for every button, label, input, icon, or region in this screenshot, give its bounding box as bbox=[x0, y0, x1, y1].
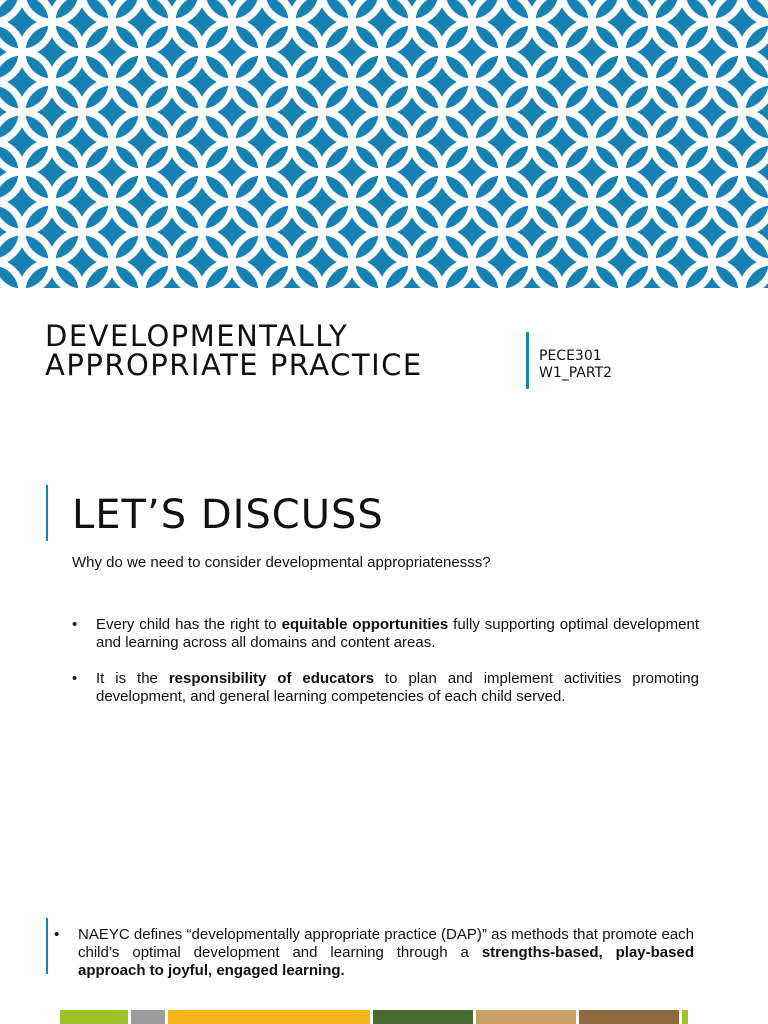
course-code: PECE301 bbox=[539, 348, 602, 364]
color-block bbox=[131, 1010, 165, 1024]
heading-accent-bar bbox=[46, 485, 48, 541]
bullet-text: fully supporting optimal development and learning across all domains and content areas. bbox=[96, 616, 699, 651]
bullet-emphasis: strengths-based, play-based approach to joyful, engaged learning. bbox=[78, 944, 694, 979]
list-item bbox=[72, 670, 699, 706]
photo-thumbnail bbox=[476, 1010, 576, 1024]
list-item bbox=[54, 926, 694, 980]
patterned-banner bbox=[0, 0, 768, 288]
photo-thumbnail bbox=[579, 1010, 679, 1024]
color-block bbox=[682, 1010, 688, 1024]
bullet-list bbox=[72, 616, 699, 724]
color-block bbox=[60, 1010, 128, 1024]
list-item bbox=[72, 616, 699, 652]
bullet-text: Every child has the right to bbox=[96, 616, 282, 633]
bullet-text: It is the bbox=[96, 670, 169, 687]
photo-thumbnail bbox=[373, 1010, 473, 1024]
photo-strip bbox=[0, 1010, 768, 1024]
bullet-text: NAEYC defines “developmentally appropriate practice (DAP)” as methods that promote each child’s optimal development and learning through a bbox=[78, 926, 694, 961]
section-heading: LET’S DISCUSS bbox=[72, 492, 384, 538]
bullet-icon: • bbox=[72, 616, 78, 633]
discussion-question: Why do we need to consider developmental appropriatenesss? bbox=[72, 554, 491, 571]
accent-divider bbox=[526, 332, 529, 389]
course-info bbox=[539, 348, 612, 382]
bullet-icon: • bbox=[54, 926, 60, 943]
slide-title: DEVELOPMENTALLY APPROPRIATE PRACTICE bbox=[45, 319, 423, 382]
course-part: W1_PART2 bbox=[539, 365, 613, 381]
bullet-text: to plan and implement activities promoting development, and general learning competencies of each child served. bbox=[96, 670, 699, 705]
slide3-accent-bar bbox=[46, 918, 48, 974]
bullet-emphasis: equitable opportunities bbox=[281, 616, 449, 633]
bullet-emphasis: responsibility of educators bbox=[168, 670, 375, 687]
bullet-icon: • bbox=[72, 670, 78, 687]
naeyc-definition bbox=[54, 926, 694, 980]
color-block bbox=[168, 1010, 370, 1024]
